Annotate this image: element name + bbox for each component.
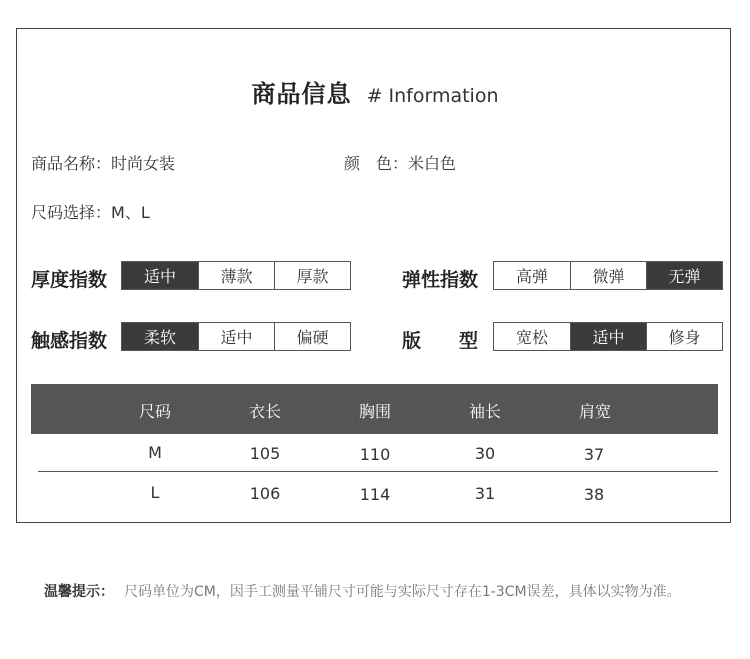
attr-option[interactable]: 偏硬 — [274, 323, 350, 350]
table-header-cell: 肩宽 — [578, 402, 611, 421]
product-name-value: 时尚女装 — [111, 154, 176, 173]
attr-options-thickness — [121, 261, 351, 290]
attr-options-touch — [121, 322, 351, 351]
table-cell: 30 — [474, 444, 496, 463]
attr-option[interactable]: 适中 — [570, 323, 646, 350]
attr-option[interactable]: 薄款 — [198, 262, 274, 289]
size-table-header — [31, 384, 718, 434]
warm-tip — [44, 582, 719, 603]
table-cell: L — [150, 483, 160, 502]
product-name — [31, 151, 175, 174]
attr-option[interactable]: 适中 — [122, 262, 198, 289]
attr-option[interactable]: 微弹 — [570, 262, 646, 289]
product-color-label: 颜 色： — [344, 154, 409, 173]
table-cell: 31 — [474, 484, 496, 503]
table-cell: 110 — [359, 445, 391, 464]
attr-options-fit — [493, 322, 723, 351]
table-header-cell: 袖长 — [468, 402, 501, 421]
product-size — [31, 200, 150, 223]
attr-label-thickness: 厚度指数 — [31, 269, 108, 291]
attr-option[interactable]: 修身 — [646, 323, 722, 350]
table-cell: 105 — [249, 444, 281, 463]
table-divider — [38, 471, 718, 472]
attr-label-elasticity: 弹性指数 — [402, 269, 479, 291]
tip-text: 尺码单位为CM，因手工测量平铺尺寸可能与实际尺寸存在1-3CM误差，具体以实物为准。 — [124, 584, 681, 600]
attr-option[interactable]: 柔软 — [122, 323, 198, 350]
table-cell: 106 — [249, 484, 281, 503]
table-cell: M — [148, 443, 162, 462]
table-cell: 37 — [583, 445, 605, 464]
table-cell: 114 — [359, 485, 391, 504]
product-name-label: 商品名称： — [31, 154, 112, 173]
section-title — [0, 74, 750, 109]
attr-option[interactable]: 高弹 — [494, 262, 570, 289]
product-color-value: 米白色 — [408, 154, 457, 173]
table-header-cell: 衣长 — [248, 402, 281, 421]
product-size-label: 尺码选择： — [31, 203, 112, 222]
product-color — [344, 151, 456, 174]
attr-option[interactable]: 厚款 — [274, 262, 350, 289]
tip-label: 温馨提示： — [44, 584, 114, 600]
attr-option[interactable]: 宽松 — [494, 323, 570, 350]
table-cell: 38 — [583, 485, 605, 504]
attr-option[interactable]: 适中 — [198, 323, 274, 350]
table-header-cell: 胸围 — [358, 402, 391, 421]
table-header-cell: 尺码 — [138, 402, 171, 421]
attr-label-fit: 版 型 — [402, 330, 479, 352]
title-en: # Information — [366, 85, 499, 107]
attr-label-touch: 触感指数 — [31, 330, 108, 352]
title-cn: 商品信息 — [251, 80, 352, 108]
attr-options-elasticity — [493, 261, 723, 290]
attr-option[interactable]: 无弹 — [646, 262, 722, 289]
product-size-value: M、L — [111, 203, 150, 222]
